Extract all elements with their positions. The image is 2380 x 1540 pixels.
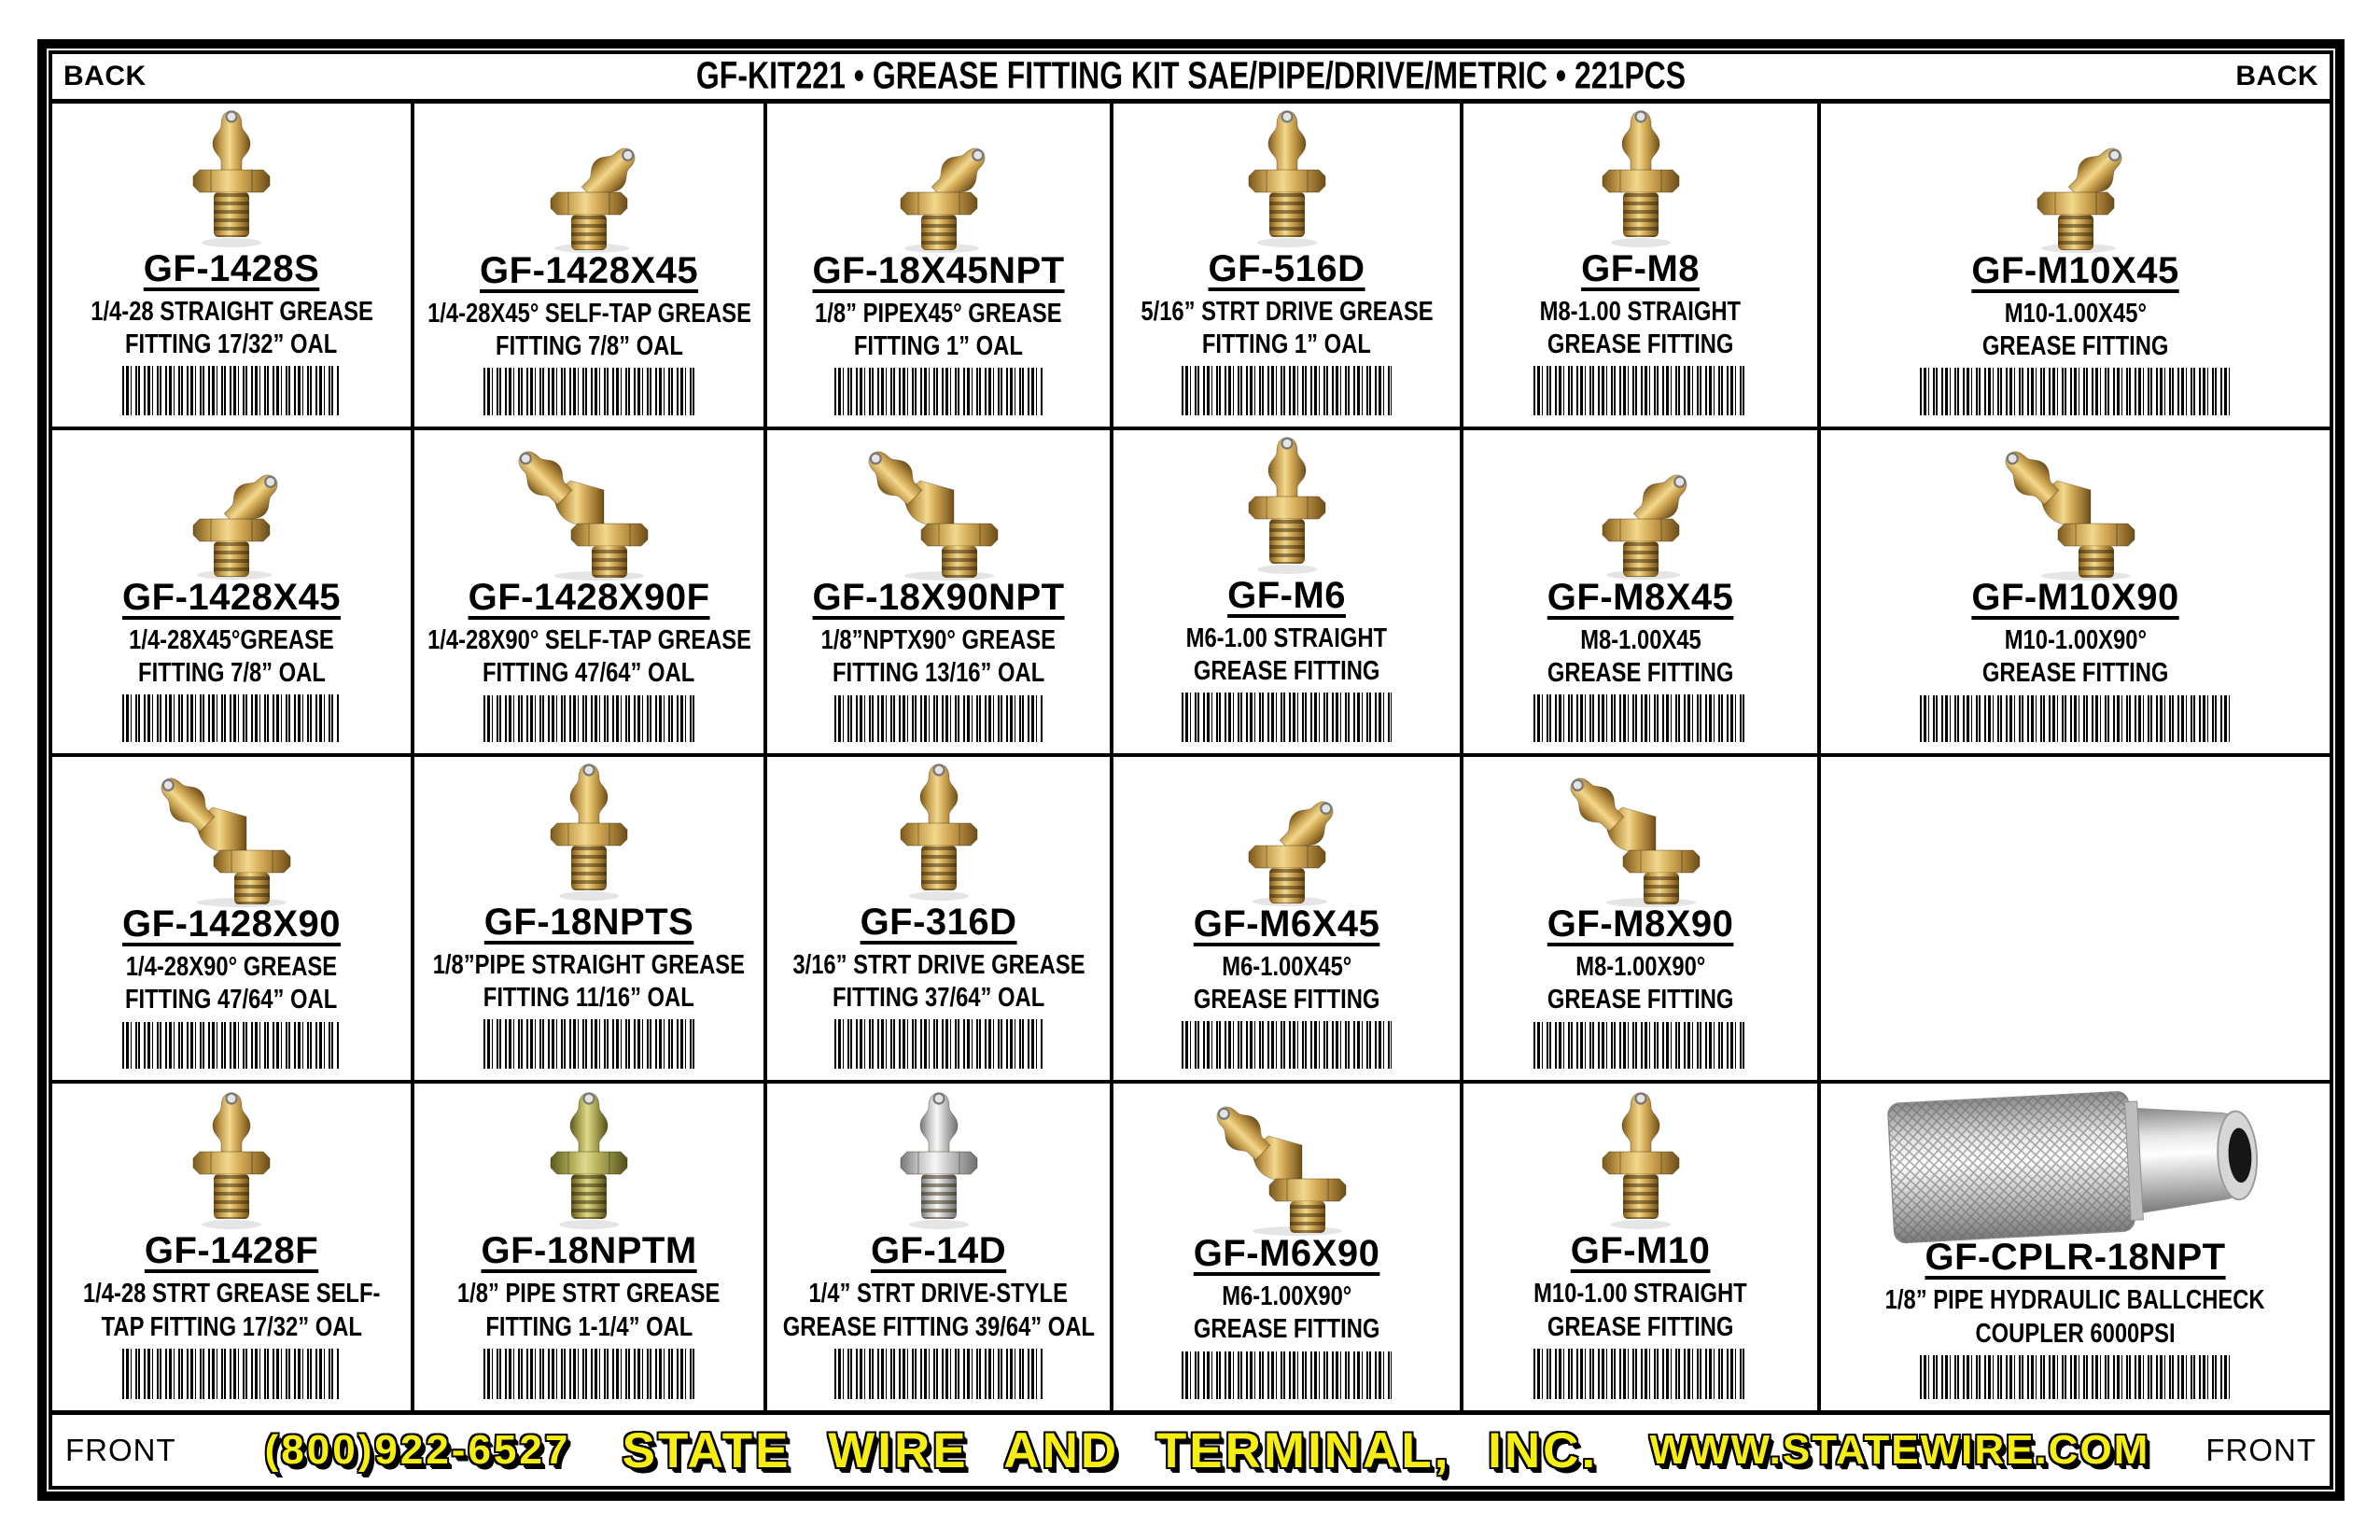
description-line-2: FITTING 7/8” OAL [495, 330, 683, 361]
description-line-1: 1/8” PIPEX45° GREASE [815, 298, 1062, 329]
description-line-2: GREASE FITTING [1193, 1314, 1380, 1345]
description-line-1: 1/4” STRT DRIVE-STYLE [808, 1279, 1069, 1309]
barcode [1920, 368, 2231, 415]
part-number: GF-M10X45 [1971, 249, 2179, 291]
description-line-2: FITTING 1” OAL [854, 330, 1024, 361]
description-line-2: COUPLER 6000PSI [1975, 1318, 2176, 1349]
45-degree-grease-fitting-photo [1217, 764, 1357, 903]
description-line-1: 1/8” PIPE STRT GREASE [457, 1279, 721, 1309]
product-cell [1113, 104, 1463, 430]
part-number: GF-316D [860, 901, 1017, 943]
product-cell [414, 104, 767, 430]
product-cell [1113, 1084, 1463, 1410]
barcode [1533, 366, 1748, 415]
product-cell [767, 1084, 1113, 1410]
description-line-1: 1/4-28 STRT GREASE SELF- [82, 1279, 381, 1309]
90-degree-grease-fitting-photo [1562, 764, 1719, 903]
part-number: GF-18X90NPT [812, 576, 1065, 618]
product-cell [1463, 757, 1821, 1084]
description-line-2: GREASE FITTING 39/64” OAL [782, 1311, 1095, 1342]
description-line-2: FITTING 1” OAL [1202, 329, 1372, 359]
front-label-right: FRONT [2205, 1433, 2317, 1467]
description-line-2: FITTING 17/32” OAL [125, 329, 338, 359]
card-outer-frame [37, 39, 2345, 1501]
barcode [483, 1019, 695, 1069]
barcode [483, 695, 695, 742]
description-line-2: FITTING 13/16” OAL [832, 658, 1045, 689]
description-line-1: M6-1.00X90° [1222, 1281, 1352, 1311]
footer [52, 1410, 2330, 1486]
description-line-1: M6-1.00 STRAIGHT [1185, 623, 1388, 653]
product-cell [767, 430, 1113, 757]
product-cell [414, 1084, 767, 1410]
barcode [483, 368, 695, 415]
barcode [1920, 1355, 2231, 1399]
barcode [122, 1349, 340, 1399]
description-line-1: M8-1.00X90° [1575, 951, 1706, 982]
product-cell [414, 430, 767, 757]
description-line-2: FITTING 47/64” OAL [125, 985, 338, 1015]
back-label-left: BACK [63, 61, 147, 91]
description-line-2: GREASE FITTING [1547, 657, 1734, 688]
part-number: GF-M8X90 [1547, 903, 1734, 945]
barcode [122, 1022, 340, 1069]
card-inner-frame [49, 50, 2333, 1490]
front-label-left: FRONT [65, 1433, 176, 1467]
description-line-1: 1/4-28X45° SELF-TAP GREASE [427, 298, 751, 329]
barcode [122, 694, 340, 742]
barcode [1533, 1349, 1748, 1399]
barcode [1182, 693, 1392, 742]
straight-grease-fitting-photo [1586, 111, 1696, 248]
straight-grease-fitting-photo [884, 764, 994, 902]
straight-grease-fitting-photo [1586, 1091, 1696, 1230]
product-grid [52, 104, 2330, 1410]
description-line-1: M10-1.00 STRAIGHT [1533, 1279, 1747, 1309]
part-number: GF-M6 [1227, 574, 1347, 616]
straight-grease-fitting-photo [534, 1091, 644, 1230]
straight-grease-fitting-photo [884, 1091, 994, 1230]
product-cell [767, 757, 1113, 1084]
product-cell [1821, 1084, 2330, 1410]
straight-grease-fitting-photo [534, 764, 644, 902]
description-line-2: GREASE FITTING [1981, 330, 2169, 361]
product-cell [1113, 757, 1463, 1084]
barcode [1533, 694, 1748, 742]
product-cell [1463, 430, 1821, 757]
description-line-2: FITTING 37/64” OAL [832, 982, 1045, 1013]
product-cell [1821, 430, 2330, 757]
description-line-1: M10-1.00X90° [2004, 624, 2147, 655]
product-cell [1113, 430, 1463, 757]
header [52, 54, 2330, 104]
description-line-1: M8-1.00X45 [1579, 624, 1701, 655]
product-cell [1463, 104, 1821, 430]
part-number: GF-516D [1208, 247, 1365, 289]
phone-number: (800)922-6527 [264, 1427, 571, 1473]
90-degree-grease-fitting-photo [511, 438, 667, 577]
company-name: STATE WIRE AND TERMINAL, INC. [622, 1422, 1599, 1478]
barcode [1182, 366, 1392, 415]
product-cell [1821, 104, 2330, 430]
45-degree-grease-fitting-photo [1571, 438, 1711, 577]
description-line-1: 1/4-28 STRAIGHT GREASE [90, 296, 373, 327]
45-degree-grease-fitting-photo [161, 438, 301, 577]
description-line-1: 1/8”PIPE STRAIGHT GREASE [432, 949, 746, 980]
90-degree-grease-fitting-photo [1997, 438, 2154, 577]
straight-grease-fitting-photo [176, 111, 287, 248]
description-line-2: GREASE FITTING [1547, 985, 1734, 1015]
barcode [834, 368, 1043, 415]
45-degree-grease-fitting-photo [519, 111, 659, 250]
part-number: GF-M6X45 [1193, 903, 1380, 945]
barcode [1182, 1021, 1392, 1069]
description-line-2: FITTING 47/64” OAL [483, 658, 695, 689]
description-line-1: 1/4-28X90° GREASE [125, 951, 338, 982]
product-cell [52, 430, 414, 757]
description-line-1: 1/8”NPTX90° GREASE [820, 624, 1057, 655]
description-line-2: FITTING 11/16” OAL [483, 982, 695, 1013]
description-line-2: GREASE FITTING [1193, 655, 1380, 686]
barcode [834, 1019, 1043, 1069]
website-url: WWW.STATEWIRE.COM [1649, 1427, 2150, 1473]
part-number: GF-M6X90 [1193, 1232, 1380, 1274]
product-cell [1463, 1084, 1821, 1410]
barcode [834, 695, 1043, 742]
description-line-2: FITTING 7/8” OAL [137, 657, 326, 688]
description-line-1: M10-1.00X45° [2004, 298, 2147, 329]
45-degree-grease-fitting-photo [2006, 111, 2146, 250]
description-line-2: GREASE FITTING [1981, 658, 2169, 689]
description-line-2: TAP FITTING 17/32” OAL [101, 1311, 362, 1342]
part-number: GF-CPLR-18NPT [1925, 1237, 2226, 1279]
product-cell [52, 1084, 414, 1410]
barcode [122, 366, 340, 415]
grease-coupler-photo [1880, 1091, 2272, 1237]
description-line-2: FITTING 1-1/4” OAL [485, 1311, 693, 1342]
part-number: GF-1428X45 [480, 249, 699, 291]
part-number: GF-M8X45 [1547, 576, 1734, 618]
description-line-1: 3/16” STRT DRIVE GREASE [791, 949, 1085, 980]
part-number: GF-1428X90F [468, 576, 710, 618]
part-number: GF-14D [870, 1230, 1007, 1272]
description-line-1: 1/4-28X90° SELF-TAP GREASE [427, 624, 751, 655]
product-cell [52, 104, 414, 430]
90-degree-grease-fitting-photo [153, 764, 310, 903]
part-number: GF-18NPTM [481, 1230, 697, 1272]
part-number: GF-M10 [1570, 1230, 1711, 1272]
part-number: GF-M8 [1581, 247, 1701, 289]
product-cell [414, 757, 767, 1084]
barcode [1920, 695, 2231, 742]
description-line-1: 1/8” PIPE HYDRAULIC BALLCHECK [1885, 1285, 2266, 1316]
straight-grease-fitting-photo [1232, 438, 1342, 575]
description-line-1: 5/16” STRT DRIVE GREASE [1140, 296, 1434, 327]
part-number: GF-1428S [143, 247, 320, 289]
barcode [834, 1349, 1043, 1399]
product-cell [52, 757, 414, 1084]
description-line-2: GREASE FITTING [1193, 984, 1380, 1015]
part-number: GF-1428X45 [122, 576, 342, 618]
product-cell [767, 104, 1113, 430]
part-number: GF-18NPTS [483, 901, 694, 943]
back-label-right: BACK [2235, 61, 2318, 91]
90-degree-grease-fitting-photo [861, 438, 1017, 577]
straight-grease-fitting-photo [176, 1091, 287, 1230]
straight-grease-fitting-photo [1232, 111, 1342, 248]
description-line-1: M8-1.00 STRAIGHT [1539, 296, 1742, 327]
barcode [1182, 1351, 1392, 1399]
description-line-1: 1/4-28X45°GREASE [129, 624, 334, 655]
description-line-1: M6-1.00X45° [1222, 951, 1352, 982]
empty-cell [1821, 757, 2330, 1084]
description-line-2: GREASE FITTING [1547, 329, 1734, 359]
90-degree-grease-fitting-photo [1209, 1091, 1365, 1233]
part-number: GF-M10X90 [1971, 576, 2179, 618]
part-number: GF-18X45NPT [812, 249, 1065, 291]
barcode [483, 1349, 695, 1399]
kit-title: GF-KIT221 • GREASE FITTING KIT SAE/PIPE/DRIVE/METRIC • 221PCS [695, 53, 1687, 97]
part-number: GF-1428X90 [122, 903, 342, 945]
description-line-2: GREASE FITTING [1547, 1311, 1734, 1342]
part-number: GF-1428F [144, 1230, 319, 1272]
45-degree-grease-fitting-photo [869, 111, 1009, 250]
barcode [1533, 1022, 1748, 1069]
